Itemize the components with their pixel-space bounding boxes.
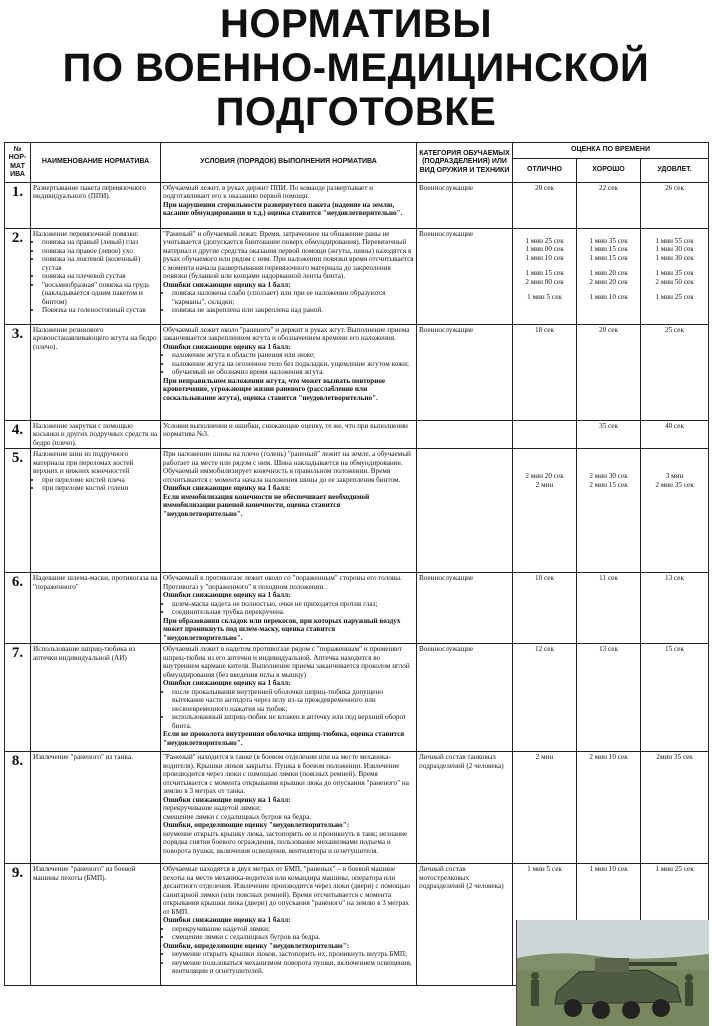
time-value: 1 мин 25 сек — [655, 293, 694, 302]
conditions-bold: Ошибки снижающие оценку на 1 балл: — [163, 342, 291, 351]
row-number: 1. — [5, 183, 31, 229]
conditions-items — [163, 289, 414, 314]
time-value: 1 мин 15 сек — [589, 245, 628, 254]
time-excellent: 12 сек — [513, 644, 577, 752]
time-value: 2 мин 00 сек — [525, 277, 564, 286]
time-satisfactory: 13 сек — [641, 573, 709, 644]
row-conditions — [161, 573, 417, 644]
header-name: НАИМЕНОВАНИЕ НОРМАТИВА — [31, 143, 161, 183]
conditions-bold: При неправильном наложении жгута, что может вызвать повторное кровотечение, угрожающее жизни раненого (расслабление или соскальзывание жгута), оценка ставится "неудовлетворительно". — [163, 376, 386, 402]
time-good: 22 сек — [577, 183, 641, 229]
time-satisfactory: 15 сек — [641, 644, 709, 752]
time-value: 1 мин 30 сек — [655, 245, 694, 254]
row-category: Военнослужащие — [417, 644, 513, 752]
time-good — [577, 449, 641, 573]
row-conditions — [161, 752, 417, 864]
time-good: 11 сек — [577, 573, 641, 644]
time-value: 2 мин 30 сек — [589, 472, 628, 481]
header-num: № НОР- МАТ ИВА — [5, 143, 31, 183]
list-item: • при переломе костей голени — [42, 484, 158, 492]
time-value: 2 мин 50 сек — [655, 277, 694, 286]
header-excellent: ОТЛИЧНО — [513, 159, 577, 183]
conditions-text: Обучаемый лежит в надетом противогазе рядом с "пораженным" и применяет шприц-тюбик из его аптечки и индивидуальной. Аптечка находится во внутреннем кармане кителя. Выполнение приема заканчивается проколом иглой обмундирования (без введения иглы в мышцу) — [163, 645, 410, 679]
conditions-items — [163, 925, 414, 942]
list-item: • неумение пользоваться механизмом поворота пушки, включением освещения, вентиляции и огнетушителей. — [172, 959, 414, 976]
header-grade: ОЦЕНКА ПО ВРЕМЕНИ — [513, 143, 709, 159]
list-item: • при переломе костей плеча — [42, 476, 158, 484]
list-item: • повязка на локтевой (коленный) сустав — [42, 255, 158, 272]
header-satisfactory: УДОВЛЕТ. — [641, 159, 709, 183]
time-value: 2 мин 15 сек — [589, 480, 628, 489]
time-satisfactory: 26 сек — [641, 183, 709, 229]
time-value: 1 мин 15 сек — [525, 269, 564, 278]
time-satisfactory: 25 сек — [641, 325, 709, 421]
row-name — [31, 229, 161, 325]
row-category: Военнослужащие — [417, 229, 513, 325]
list-item: • смещение лямки с седалищных бугров на бедра. — [172, 933, 414, 941]
row-conditions — [161, 864, 417, 986]
conditions-line: перекручивание надетой лямки; — [163, 804, 261, 813]
conditions-line: смещение лямки с седалищных бугров на бедра. — [163, 812, 312, 821]
row-number: 8. — [5, 752, 31, 864]
table-row — [5, 752, 709, 864]
row-number: 6. — [5, 573, 31, 644]
conditions-text: "Раненый" находится в танке (в боевом отделении или на месте механика-водителя). Крышки люков закрыты. Пушка в боевом положении. Извлечение производится через люки с помощью лямки (поясных ремней). Время отсчитывается с момента открывания крышки люка до опускания "раненого" на землю в 3 метрах от танка. — [163, 753, 409, 796]
table-row — [5, 325, 709, 421]
row-conditions — [161, 449, 417, 573]
table-row — [5, 449, 709, 573]
row-number: 4. — [5, 421, 31, 449]
table-row — [5, 644, 709, 752]
row-category: Военнослужащие — [417, 183, 513, 229]
row-number: 2. — [5, 229, 31, 325]
time-good — [577, 229, 641, 325]
header-category: КАТЕГОРИЯ ОБУЧАЕМЫХ (ПОДРАЗДЕЛЕНИЯ) ИЛИ ВИД ОРУЖИЯ И ТЕХНИКИ — [417, 143, 513, 183]
conditions-text: "Раненый" и обучаемый лежат. Время, затраченное на обнажение раны не учитывается (допускается бинтование поверх обмундирования). Перевязочный материал и другие средства оказания первой помощи (жгуты, шины) находятся в руках обучаемого или рядом с ним. При наложении повязки время отсчитывается с момента начала развертывания перевязочного материала до закрепления повязки (булавкой или концами надорванной ленты бинта). — [163, 230, 414, 281]
row-conditions — [161, 229, 417, 325]
time-good: 20 сек — [577, 325, 641, 421]
time-excellent — [513, 229, 577, 325]
time-value: 1 мин 00 сек — [525, 245, 564, 254]
title-line-3: ПОДГОТОВКЕ — [215, 90, 497, 134]
title-line-1: НОРМАТИВЫ — [219, 2, 493, 46]
header-conditions: УСЛОВИЯ (ПОРЯДОК) ВЫПОЛНЕНИЯ НОРМАТИВА — [161, 143, 417, 183]
time-good: 2 мин 10 сек — [577, 752, 641, 864]
conditions-bold: Ошибки снижающие оценку на 1 балл: — [163, 679, 291, 688]
list-item: • повязка на правый (левый) глаз — [42, 238, 158, 246]
row-category — [417, 421, 513, 449]
row-category — [417, 449, 513, 573]
conditions-text: При наложении шины на плечо (голень) "раненый" лежит на земле, а обучаемый работает на месте или рядом с ним. Шина накладывается на обмундирование. Обучаемый иммобилизирует конечность в правильном положении. Время отсчитывается с момента начала наложения шины до ее закрепления бинтом. — [163, 450, 411, 484]
row-number: 3. — [5, 325, 31, 421]
time-value: 1 мин 10 сек — [525, 253, 564, 262]
time-value: 1 мин 10 сек — [589, 293, 628, 302]
time-satisfactory: 2мин 35 сек — [641, 752, 709, 864]
list-item: • наложение жгута на оголенное тело без подкладки, ущемление жгутом кожи; — [172, 360, 414, 368]
row-number: 9. — [5, 864, 31, 986]
time-value: 1 мин 35 сек — [589, 237, 628, 245]
list-item: • шлем-маска надета не полностью, очки не приходятся против глаз; — [172, 600, 414, 608]
name-items — [33, 476, 158, 493]
normatives-sheet — [0, 2, 712, 986]
time-value: 2 мин 20 сек — [525, 472, 564, 481]
time-value: 1 мин 5 сек — [527, 293, 562, 302]
list-item: • после прокалывания внутренней оболочки шприц-тюбика допущено вытекание части антидота через иглу из-за преждевременного или несвоевременного нажатия на тюбик; — [172, 688, 414, 713]
conditions-bold: Ошибки, определяющие оценку "неудовлетворительно": — [163, 821, 350, 830]
list-item: • наложение жгута в области ранения или ниже; — [172, 351, 414, 359]
row-conditions — [161, 325, 417, 421]
conditions-items — [163, 688, 414, 730]
time-good: 1 мин 10 сек — [577, 864, 641, 986]
row-name: Надевание шлема-маски, противогаза на "пораженного" — [31, 573, 161, 644]
row-number: 7. — [5, 644, 31, 752]
row-category: Личный состав танковых подразделений (2 человека) — [417, 752, 513, 864]
time-value: 1 мин 20 сек — [589, 269, 628, 278]
time-value: 2 мин 35 сек — [655, 480, 694, 489]
conditions-bold: Ошибки снижающие оценку на 1 балл: — [163, 916, 291, 925]
conditions-text: Обучаемые находятся в двух метрах от БМП, "раненых" – в боевой машине пехоты на месте механика-водителя или командира машины, оператора или десантного отделения. Извлечение производится через люки (двери) с помощью санитарной лямки (или поясных ремней). Время отсчитывается с момента открывания крышки люка (двери) до опускания "раненого" на землю в 3 метрах от БМП. — [163, 865, 410, 916]
table-row — [5, 573, 709, 644]
conditions-text: Обучаемый лежит около "раненого" и держит в руках жгут. Выполнение приема заканчивается закреплением жгута и обозначением времени его наложения. — [163, 326, 410, 343]
list-item: • неумение открыть крышки люков, застопорить их, проникнуть внутрь БМП; — [172, 950, 414, 958]
row-category: Военнослужащие — [417, 325, 513, 421]
time-satisfactory — [641, 229, 709, 325]
row-name — [31, 449, 161, 573]
header-good: ХОРОШО — [577, 159, 641, 183]
normatives-table — [4, 142, 709, 986]
time-excellent — [513, 449, 577, 573]
time-value: 2 мин 20 сек — [589, 277, 628, 286]
table-row — [5, 421, 709, 449]
conditions-bold: При нарушении стерильности развернутого пакета (надение на землю, касание обмундирования и т.д.) оценка ставится "неудовлетворительно". — [163, 200, 403, 218]
row-name: Использование шприц-тюбика из аптечки индивидуальной (АИ) — [31, 644, 161, 752]
conditions-bold: Ошибки снижающие оценку на 1 балл: — [163, 484, 291, 493]
time-excellent: 1 мин 5 сек — [513, 864, 577, 986]
conditions-line: неумение открыть крышку люка, застопорить ее и проникнуть в танк; незнание порядка снятия боевого ограждения, пользование механизмами подъема и поворота пушки, включения освещения, вентилятора и огнетушителя. — [163, 829, 408, 855]
conditions-text: Обучаемый в противогазе лежит около со "пораженным" стороны его головы. Противогаз у "пораженного" в походном положении. — [163, 574, 402, 591]
name-head: Наложение перевязочной повязки: — [33, 230, 139, 238]
conditions-items — [163, 950, 414, 975]
row-name: Наложение закрутки с помощью косынки и других подручных средств на бедро (плечо). — [31, 421, 161, 449]
time-satisfactory: 1 мин 25 сек — [641, 864, 709, 986]
row-name: Наложение резинового кровоостанавливающего жгута на бедро (плечо). — [31, 325, 161, 421]
title-line-2: ПО ВОЕННО-МЕДИЦИНСКОЙ — [62, 46, 650, 90]
conditions-bold: Ошибки снижающие оценку на 1 балл: — [163, 795, 291, 804]
row-name: Извлечение "раненого" из танка. — [31, 752, 161, 864]
conditions-items — [163, 600, 414, 617]
conditions-items — [163, 351, 414, 376]
list-item: • "восьмиобразная" повязка на грудь (накладывается одним пакетом и бинтом) — [42, 281, 158, 306]
row-conditions: Условия выполнения и ошибки, снижающие оценку, те же, что при выполнении норматива №3. — [161, 421, 417, 449]
conditions-bold: Если иммобилизация конечности не обеспечивает необходимой иммобилизации раненой конечности, оценка ставится "неудовлетворительно". — [163, 492, 370, 518]
row-number: 5. — [5, 449, 31, 573]
time-value: 1 мин 15 сек — [589, 253, 628, 262]
time-good: 13 сек — [577, 644, 641, 752]
list-item: • перекручивание надетой лямки; — [172, 925, 414, 933]
conditions-bold: Ошибки снижающие оценку на 1 балл: — [163, 591, 291, 600]
time-excellent: 10 сек — [513, 573, 577, 644]
row-conditions — [161, 644, 417, 752]
list-item: • повязка наложена слабо (сползает) или при ее наложении образуются "карманы", складки; — [172, 289, 414, 306]
time-value: 2 мин — [535, 480, 554, 489]
time-value: 1 мин 55 сек — [655, 237, 694, 245]
time-good: 35 сек — [577, 421, 641, 449]
list-item: • повязка не закреплена или закреплена над раной. — [172, 306, 414, 314]
time-satisfactory: 40 сек — [641, 421, 709, 449]
row-category: Личный состав мотострелковых подразделений (2 человека) — [417, 864, 513, 986]
list-item: • Повязка на голеностопный сустав — [42, 306, 158, 314]
conditions-bold: Если не проколота внутренняя оболочка шприц-тюбика, оценка ставится "неудовлетворительно". — [163, 730, 405, 747]
list-item: • обучаемый не обозначил время наложения жгута. — [172, 368, 414, 376]
list-item: • повязка на плечевой сустав — [42, 272, 158, 280]
conditions-bold: Ошибки, определяющие оценку "неудовлетворительно": — [163, 941, 350, 950]
time-excellent: 2 мин — [513, 752, 577, 864]
conditions-bold: При образовании складок или перекосов, при которых наружный воздух может проникнуть под шлем-маску, оценка ставится "неудовлетворительно". — [163, 616, 401, 642]
row-conditions — [161, 183, 417, 229]
time-value: 1 мин 35 сек — [655, 269, 694, 278]
time-excellent: 20 сек — [513, 183, 577, 229]
time-value: 3 мин — [665, 472, 684, 481]
list-item: • соединительная трубка перекручена. — [172, 608, 414, 616]
time-value: 1 мин 30 сек — [655, 253, 694, 262]
row-name: Развертывание пакета перевязочного индивидуального (ППИ). — [31, 183, 161, 229]
list-item: • использованный шприц-тюбик не вложен в аптечку или под верхний оборот бинта. — [172, 713, 414, 730]
table-row — [5, 229, 709, 325]
conditions-bold: Ошибки снижающие оценку на 1 балл: — [163, 280, 291, 289]
list-item: • повязка на правое (левое) ухо — [42, 247, 158, 255]
table-row — [5, 183, 709, 229]
name-head: Наложение шин из подручного материала при переломах костей верхних и нижних конечностей — [33, 450, 134, 476]
name-items — [33, 238, 158, 314]
row-category: Военнослужащие — [417, 573, 513, 644]
time-excellent — [513, 421, 577, 449]
conditions-text: Обучаемый лежит, в руках держит ППИ. По команде развертывает и подготавливает его к оказанию первой помощи. — [163, 184, 374, 201]
vehicle-illustration-icon — [517, 920, 709, 1026]
page-title — [0, 2, 712, 142]
row-name: Извлечение "раненого" из боевой машины пехоты (БМП). — [31, 864, 161, 986]
time-value: 1 мин 25 сек — [525, 237, 564, 245]
time-satisfactory — [641, 449, 709, 573]
time-excellent: 18 сек — [513, 325, 577, 421]
armored-vehicle-photo — [516, 920, 709, 1026]
